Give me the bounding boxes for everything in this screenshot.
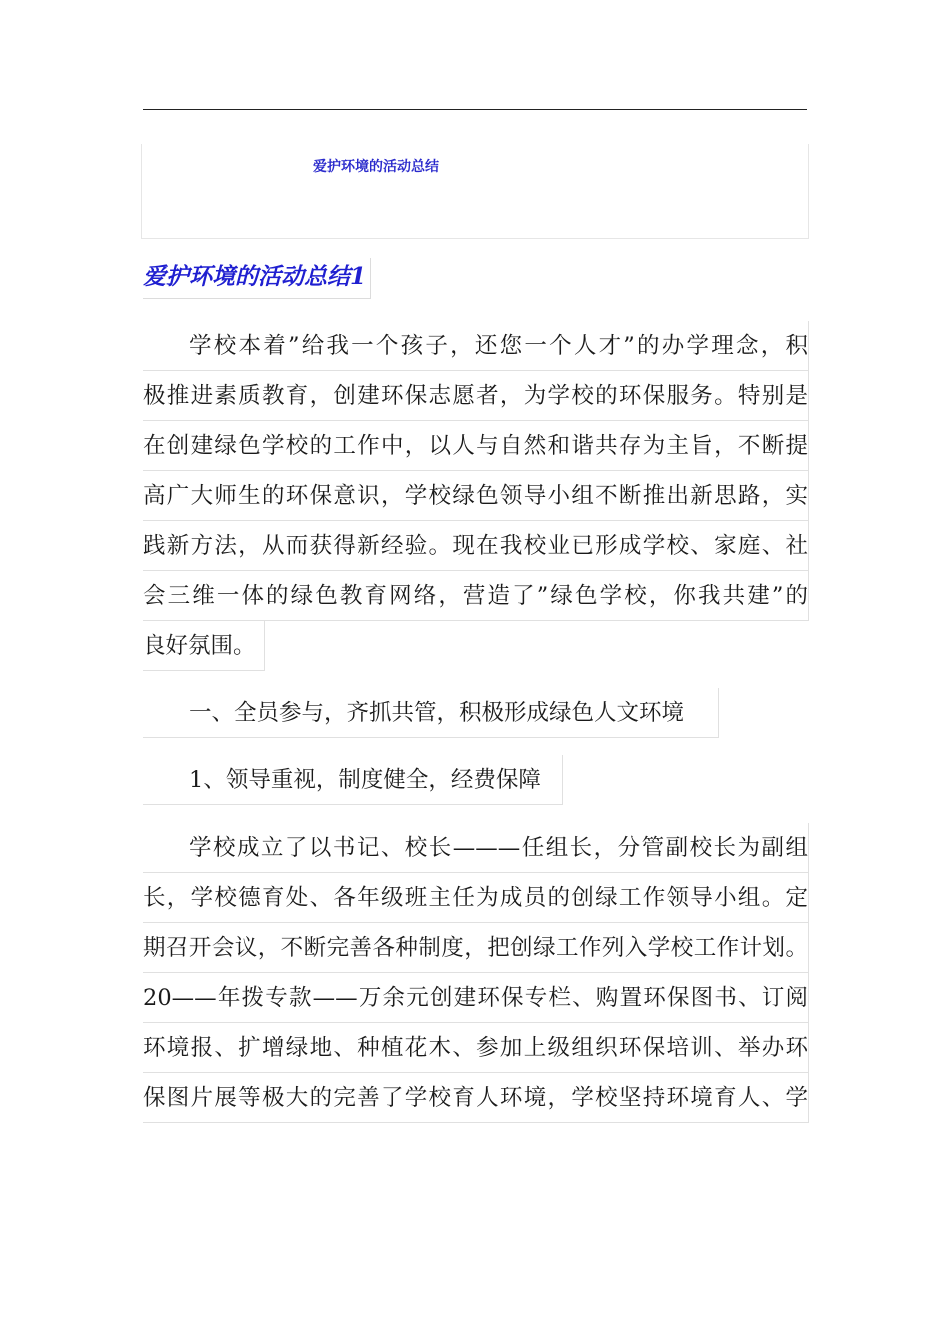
paragraph-1-line-4: 高广大师生的环保意识，学校绿色领导小组不断推出新思路，实 xyxy=(143,471,809,521)
section-1-heading: 一、全员参与，齐抓共管，积极形成绿色人文环境 xyxy=(143,688,719,738)
paragraph-2-line-3: 期召开会议，不断完善各种制度，把创绿工作列入学校工作计划。 xyxy=(143,923,809,973)
paragraph-2-line-1: 学校成立了以书记、校长———任组长，分管副校长为副组 xyxy=(143,823,809,873)
paragraph-2-line-2: 长，学校德育处、各年级班主任为成员的创绿工作领导小组。定 xyxy=(143,873,809,923)
paragraph-2-line-5: 环境报、扩增绿地、种植花木、参加上级组织环保培训、举办环 xyxy=(143,1023,809,1073)
paragraph-2-line-4: 20——年拨专款——万余元创建环保专栏、购置环保图书、订阅 xyxy=(143,973,809,1023)
paragraph-2-line-6: 保图片展等极大的完善了学校育人环境，学校坚持环境育人、学 xyxy=(143,1073,809,1123)
header-rule xyxy=(143,109,807,110)
paragraph-1-line-1: 学校本着”给我一个孩子，还您一个人才”的办学理念，积 xyxy=(143,321,809,371)
paragraph-1-line-5: 践新方法，从而获得新经验。现在我校业已形成学校、家庭、社 xyxy=(143,521,809,571)
paragraph-1-line-3: 在创建绿色学校的工作中，以人与自然和谐共存为主旨，不断提 xyxy=(143,421,809,471)
paragraph-1-line-2: 极推进素质教育，创建环保志愿者，为学校的环保服务。特别是 xyxy=(143,371,809,421)
subsection-1-heading: 1、领导重视，制度健全，经费保障 xyxy=(143,755,563,805)
document-title: 爱护环境的活动总结1 xyxy=(143,258,371,299)
header-box xyxy=(141,144,809,239)
header-title: 爱护环境的活动总结 xyxy=(313,159,439,175)
paragraph-1-line-7: 良好氛围。 xyxy=(143,621,265,671)
paragraph-1-line-6: 会三维一体的绿色教育网络，营造了”绿色学校，你我共建”的 xyxy=(143,571,809,621)
